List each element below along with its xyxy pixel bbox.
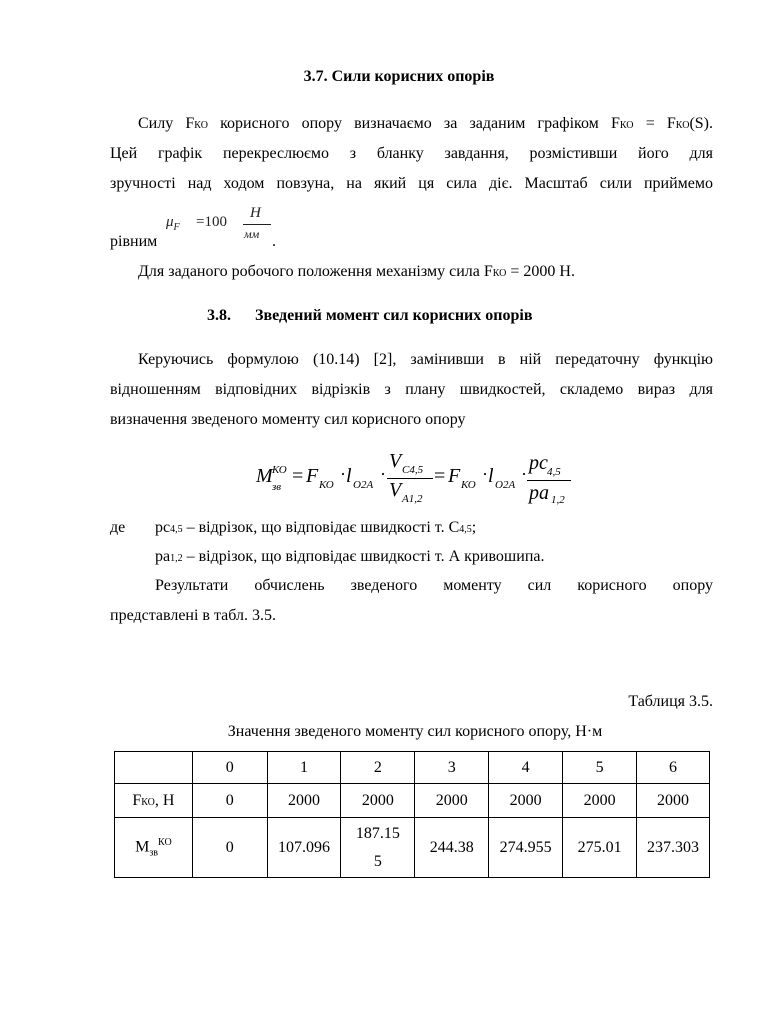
- table-number: Таблиця 3.5.: [628, 693, 713, 710]
- formula-dot-4: ·: [521, 464, 527, 484]
- table-cell: 2000: [267, 784, 341, 818]
- formula-F-2: F: [448, 465, 461, 487]
- table-cell: 2000: [563, 784, 637, 818]
- formula-V-num: V: [389, 450, 402, 472]
- table-row-fko: [115, 784, 710, 818]
- formula-eq-1: =: [292, 465, 304, 487]
- table-header-cell: 6: [637, 752, 710, 784]
- table-cell: 0: [192, 784, 267, 818]
- formula-l-1: l: [346, 465, 352, 487]
- table-cell: 2000: [637, 784, 710, 818]
- where-de: де: [110, 519, 126, 536]
- table-header-cell: 4: [489, 752, 563, 784]
- table-cell: 275.01: [563, 818, 637, 878]
- table-cell: 2000: [415, 784, 489, 818]
- section-3-8-line-2: відношенням відповідних відрізків з плану швидкостей, складемо вираз для: [110, 381, 713, 398]
- table-cell: 237.303: [637, 818, 710, 878]
- table-header-cell: 1: [267, 752, 341, 784]
- formula-V-den-sub: A1,2: [402, 493, 423, 505]
- formula-fraction-bar-2: [527, 480, 571, 481]
- table-header-cell: [115, 752, 193, 784]
- formula-F-1-sub: КО: [319, 479, 334, 491]
- formula-dot-2: ·: [380, 464, 386, 484]
- table-cell: 107.096: [267, 818, 341, 878]
- section-3-7-line-4-label: рівним: [110, 233, 158, 250]
- formula-M: M: [256, 465, 273, 487]
- table-cell: 2000: [489, 784, 563, 818]
- where-pa: pa1,2 – відрізок, що відповідає швидкості т. А кривошипа.: [155, 548, 545, 565]
- formula-dot-3: ·: [482, 464, 488, 484]
- table-header-cell: 3: [415, 752, 489, 784]
- formula-eq-2: =: [434, 465, 446, 487]
- section-3-7-para-2: Для заданого робочого положення механізму сила FКО = 2000 Н.: [138, 263, 575, 280]
- section-3-8-line-1: Керуючись формулою (10.14) [2], замінивши в ній передаточну функцію: [138, 351, 713, 368]
- section-3-7-title: 3.7. Сили корисних опорів: [303, 68, 495, 85]
- table-cell: 274.955: [489, 818, 563, 878]
- formula-pc: pc: [529, 452, 548, 474]
- formula-dot-1: ·: [340, 464, 346, 484]
- formula-F-1: F: [306, 465, 319, 487]
- where-pc: pc4,5 – відрізок, що відповідає швидкості т. С4,5;: [155, 519, 477, 536]
- table-cell: 0: [192, 818, 267, 878]
- section-3-8-number: 3.8.: [207, 307, 231, 324]
- formula-l-2: l: [488, 465, 494, 487]
- scale-mu: $\mu_F$: [166, 214, 180, 233]
- formula-pc-sub: 4,5: [547, 466, 561, 478]
- formula-M-sup: КО: [272, 464, 287, 476]
- scale-denominator: мм: [244, 227, 260, 241]
- scale-numerator: Н: [250, 205, 261, 221]
- table-cell: 2000: [341, 784, 415, 818]
- formula-pa-sub: 1,2: [551, 494, 565, 506]
- results-line-1: Результати обчислень зведеного моменту сил корисного опору: [155, 577, 713, 594]
- formula-pa: pa: [529, 482, 549, 504]
- row-label-fko: FКО, Н: [115, 784, 193, 818]
- table-title: Значення зведеного моменту сил корисного опору, Н·м: [227, 723, 603, 740]
- formula-M-sub: зв: [272, 481, 282, 493]
- formula-V-num-sub: C4,5: [402, 464, 424, 476]
- results-table: [114, 751, 710, 878]
- section-3-8-title: Зведений момент сил корисних опорів: [255, 307, 533, 324]
- table-header-cell: 5: [563, 752, 637, 784]
- table-header-cell: 2: [341, 752, 415, 784]
- scale-fraction-bar: [243, 224, 271, 225]
- table-header-cell: 0: [192, 752, 267, 784]
- table-cell: 244.38: [415, 818, 489, 878]
- table-header-row: [115, 752, 710, 784]
- section-3-7-line-4-end: .: [272, 233, 276, 250]
- section-3-7-line-3: зручності над ходом повзуна, на який ця сила діє. Масштаб сили приймемо: [110, 175, 713, 192]
- formula-F-2-sub: КО: [461, 479, 476, 491]
- row-label-mzv: $M_{зв}^{КО}$: [115, 818, 193, 878]
- section-3-8-line-3: визначення зведеного моменту сил корисного опору: [110, 411, 466, 428]
- table-cell: 187.15 5: [341, 818, 415, 878]
- table-row-mzv: [115, 818, 710, 878]
- formula-l-1-sub: O2A: [353, 479, 374, 491]
- scale-eq: =100: [196, 214, 227, 230]
- section-3-7-line-1: Силу FКО корисного опору визначаємо за заданим графіком FКО = FКО(S).: [138, 115, 713, 132]
- section-3-7-line-2: Цей графік перекреслюємо з бланку завдання, розмістивши його для: [110, 145, 713, 162]
- formula-l-2-sub: O2A: [495, 479, 516, 491]
- results-line-2: представлені в табл. 3.5.: [110, 607, 276, 624]
- formula-V-den: V: [389, 479, 402, 501]
